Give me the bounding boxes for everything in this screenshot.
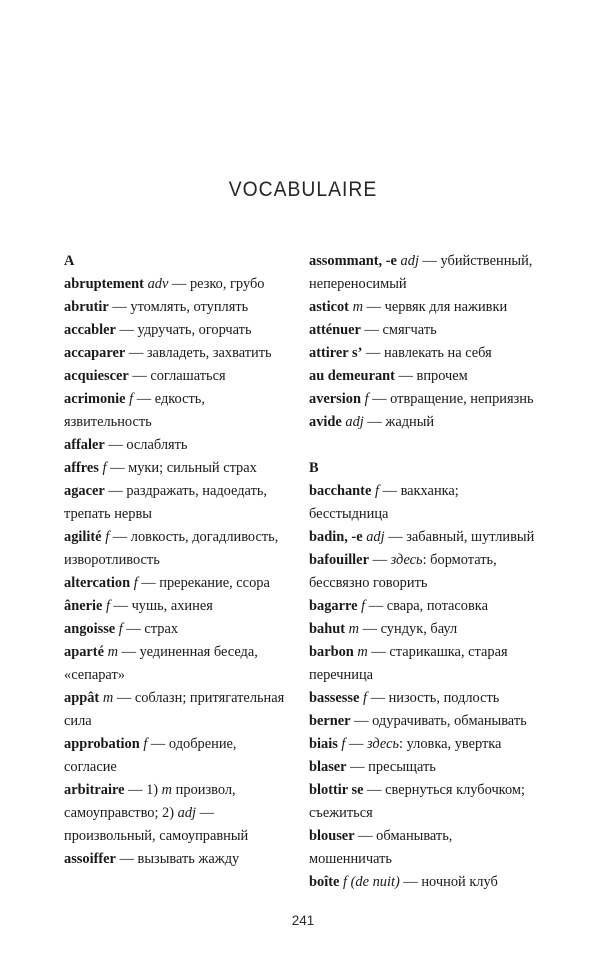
entry-gloss: отвращение, неприязнь xyxy=(390,391,534,407)
entry-gloss: соглашаться xyxy=(150,368,226,384)
dictionary-entry: berner — одурачивать, обманывать xyxy=(309,713,527,729)
entry-grammar-marker: f xyxy=(374,483,379,499)
entry-gloss: вакханка; бесстыдница xyxy=(309,483,459,522)
dictionary-entry: affaler — ослаблять xyxy=(64,437,188,453)
entry-headword: bahut xyxy=(309,621,345,637)
dictionary-entry: accaparer — завладеть, захватить xyxy=(64,345,272,361)
dictionary-entry: attirer s’ — навлекать на себя xyxy=(309,345,492,361)
dictionary-entry: blaser — пресыщать xyxy=(309,759,436,775)
entry-headword: affaler xyxy=(64,437,105,453)
entry-usage-note: здесь xyxy=(367,736,400,752)
entry-gloss: завладеть, захватить xyxy=(146,345,272,361)
entry-headword: bafouiller xyxy=(309,552,369,568)
entry-headword: agacer xyxy=(64,483,105,499)
entry-gloss: низость, подлость xyxy=(388,690,500,706)
dictionary-entry: boîte f (de nuit) — ночной клуб xyxy=(309,874,498,890)
page-number: 241 xyxy=(291,913,315,928)
dictionary-entry: arbitraire — 1) m произвол, самоуправство; 2) adj — произвольный, самоуправный xyxy=(64,782,249,844)
dictionary-entry: barbon m — старикашка, старая перечница xyxy=(309,644,508,683)
entry-gloss: навлекать на себя xyxy=(384,345,492,361)
dictionary-entry: altercation f — пререкание, ссора xyxy=(64,575,270,591)
entry-headword: berner xyxy=(309,713,351,729)
entry-gloss: ночной клуб xyxy=(421,874,498,890)
entry-list-left xyxy=(64,273,292,871)
entry-gloss: пререкание, ссора xyxy=(159,575,270,591)
entry-headword: attirer s’ xyxy=(309,345,363,361)
entry-headword: aversion xyxy=(309,391,361,407)
entry-grammar-marker: m xyxy=(102,690,114,706)
entry-parenthetical: (de nuit) xyxy=(350,874,400,890)
entry-gloss: чушь, ахинея xyxy=(131,598,213,614)
entry-grammar-marker: f xyxy=(341,736,346,752)
entry-headword: arbitraire xyxy=(64,782,125,798)
entry-grammar-marker: adj xyxy=(177,805,197,821)
entry-headword: accabler xyxy=(64,322,116,338)
entry-gloss: ловкость, догадливость, изворотливость xyxy=(64,529,279,568)
entry-gloss: произвол, самоуправство; 2) xyxy=(64,782,236,821)
entry-gloss: одобрение, согласие xyxy=(64,736,237,775)
dictionary-entry: bahut m — сундук, баул xyxy=(309,621,458,637)
entry-headword: badin, -e xyxy=(309,529,363,545)
entry-gloss: раздражать, надоедать, трепать нервы xyxy=(64,483,268,522)
entry-gloss: едкость, язвительность xyxy=(64,391,205,430)
entry-gloss: утомлять, отуплять xyxy=(130,299,249,315)
entry-gloss: сундук, баул xyxy=(380,621,458,637)
vocabulary-columns xyxy=(0,250,606,895)
entry-headword: abrutir xyxy=(64,299,109,315)
entry-gloss: — произвольный, самоуправный xyxy=(64,805,249,844)
entry-grammar-marker: m xyxy=(348,621,360,637)
entry-headword: assommant, -e xyxy=(309,253,397,269)
entry-headword: barbon xyxy=(309,644,354,660)
entry-grammar-marker: m xyxy=(161,782,173,798)
section-letter-b: B xyxy=(309,460,319,476)
entry-grammar-marker: f xyxy=(364,391,369,407)
entry-headword: aparté xyxy=(64,644,104,660)
entry-headword: affres xyxy=(64,460,99,476)
entry-gloss: смягчать xyxy=(382,322,437,338)
vocabulary-column-left xyxy=(64,250,292,871)
entry-headword: blottir se xyxy=(309,782,364,798)
dictionary-entry: appât m — соблазн; притягательная сила xyxy=(64,690,285,729)
entry-headword: atténuer xyxy=(309,322,361,338)
entry-gloss: червяк для наживки xyxy=(384,299,508,315)
dictionary-entry: asticot m — червяк для наживки xyxy=(309,299,508,315)
entry-headword: assoiffer xyxy=(64,851,116,867)
entry-gloss: резко, грубо xyxy=(189,276,265,292)
dictionary-entry: agilité f — ловкость, догадливость, изворотливость xyxy=(64,529,279,568)
entry-usage-note: здесь xyxy=(390,552,423,568)
dictionary-entry: abruptement adv — резко, грубо xyxy=(64,276,265,292)
dictionary-entry: affres f — муки; сильный страх xyxy=(64,460,257,476)
entry-grammar-marker: m xyxy=(357,644,368,660)
dictionary-entry: blouser — обманывать, мошенничать xyxy=(309,828,453,867)
dictionary-entry: assoiffer — вызывать жажду xyxy=(64,851,240,867)
entry-headword: acquiescer xyxy=(64,368,129,384)
entry-gloss: свернуться клубочком; съежиться xyxy=(309,782,525,821)
dictionary-entry: biais f — здесь: уловка, увертка xyxy=(309,736,502,752)
section-letter-a: A xyxy=(64,253,75,269)
dictionary-entry: bassesse f — низость, подлость xyxy=(309,690,500,706)
dictionary-entry: accabler — удручать, огорчать xyxy=(64,322,252,338)
entry-gloss: ослаблять xyxy=(126,437,188,453)
entry-headword: approbation xyxy=(64,736,140,752)
entry-gloss: пресыщать xyxy=(368,759,436,775)
entry-headword: bassesse xyxy=(309,690,360,706)
entry-grammar-marker: adj xyxy=(366,529,385,545)
entry-headword: blaser xyxy=(309,759,347,775)
entry-headword: au demeurant xyxy=(309,368,395,384)
entry-gloss: муки; сильный страх xyxy=(128,460,257,476)
entry-headword: agilité xyxy=(64,529,102,545)
entry-headword: asticot xyxy=(309,299,349,315)
entry-grammar-marker: f xyxy=(118,621,123,637)
entry-headword: boîte xyxy=(309,874,340,890)
dictionary-entry: bafouiller — здесь: бормотать, бессвязно говорить xyxy=(309,552,497,591)
entry-grammar-marker: m xyxy=(352,299,363,315)
dictionary-entry: approbation f — одобрение, согласие xyxy=(64,736,237,775)
dictionary-entry: badin, -e adj — забавный, шутливый xyxy=(309,529,535,545)
entry-grammar-marker: f xyxy=(361,598,366,614)
dictionary-entry: acquiescer — соглашаться xyxy=(64,368,226,384)
entry-headword: bacchante xyxy=(309,483,372,499)
entry-headword: altercation xyxy=(64,575,131,591)
dictionary-entry: avide adj — жадный xyxy=(309,414,435,430)
dictionary-entry: blottir se — свернуться клубочком; съежиться xyxy=(309,782,525,821)
entry-grammar-marker: f xyxy=(143,736,148,752)
vocabulary-column-right xyxy=(309,250,537,894)
dictionary-entry: agacer — раздражать, надоедать, трепать нервы xyxy=(64,483,268,522)
entry-gloss: : уловка, увертка xyxy=(399,736,502,752)
page-title: VOCABULAIRE xyxy=(228,178,378,201)
entry-gloss: удручать, огорчать xyxy=(137,322,252,338)
entry-gloss: соблазн; притягательная сила xyxy=(64,690,285,729)
entry-gloss: свара, потасовка xyxy=(386,598,488,614)
dictionary-entry: ânerie f — чушь, ахинея xyxy=(64,598,213,614)
entry-headword: accaparer xyxy=(64,345,126,361)
entry-gloss: уединенная беседа, «сепарат» xyxy=(64,644,258,683)
entry-headword: acrimonie xyxy=(64,391,126,407)
entry-gloss: вызывать жажду xyxy=(137,851,240,867)
entry-gloss: : бормотать, бессвязно говорить xyxy=(309,552,497,591)
entry-headword: ânerie xyxy=(64,598,103,614)
entry-grammar-marker: f xyxy=(343,874,347,890)
entry-gloss: одурачивать, обманывать xyxy=(372,713,527,729)
dictionary-entry: au demeurant — впрочем xyxy=(309,368,468,384)
entry-gloss: страх xyxy=(144,621,179,637)
dictionary-entry: assommant, -e adj — убийственный, непереносимый xyxy=(309,253,533,292)
entry-list-right-continued xyxy=(309,250,537,434)
entry-gloss: убийственный, непереносимый xyxy=(309,253,533,292)
entry-gloss: впрочем xyxy=(416,368,468,384)
entry-headword: bagarre xyxy=(309,598,358,614)
entry-gloss: забавный, шутливый xyxy=(406,529,535,545)
entry-grammar-marker: adj xyxy=(400,253,419,269)
entry-gloss: обманывать, мошенничать xyxy=(309,828,453,867)
entry-grammar-marker: f xyxy=(362,690,367,706)
section-spacer xyxy=(309,434,537,457)
entry-gloss: 1) xyxy=(146,782,162,798)
entry-gloss: старикашка, старая перечница xyxy=(309,644,508,683)
dictionary-entry: acrimonie f — едкость, язвительность xyxy=(64,391,205,430)
entry-headword: angoisse xyxy=(64,621,116,637)
entry-grammar-marker: f xyxy=(105,529,110,545)
dictionary-entry: angoisse f — страх xyxy=(64,621,179,637)
entry-gloss: жадный xyxy=(385,414,435,430)
entry-grammar-marker: f xyxy=(133,575,138,591)
entry-headword: abruptement xyxy=(64,276,144,292)
entry-grammar-marker: f xyxy=(129,391,134,407)
entry-list-right xyxy=(309,480,537,894)
entry-grammar-marker: adv xyxy=(147,276,169,292)
dictionary-entry: aversion f — отвращение, неприязнь xyxy=(309,391,534,407)
entry-grammar-marker: f xyxy=(105,598,110,614)
dictionary-entry: bagarre f — свара, потасовка xyxy=(309,598,488,614)
entry-headword: blouser xyxy=(309,828,355,844)
entry-grammar-marker: f xyxy=(102,460,107,476)
entry-headword: biais xyxy=(309,736,338,752)
entry-grammar-marker: m xyxy=(107,644,118,660)
dictionary-entry: bacchante f — вакханка; бесстыдница xyxy=(309,483,459,522)
dictionary-entry: abrutir — утомлять, отуплять xyxy=(64,299,249,315)
entry-headword: appât xyxy=(64,690,100,706)
entry-grammar-marker: adj xyxy=(345,414,364,430)
dictionary-entry: atténuer — смягчать xyxy=(309,322,437,338)
entry-headword: avide xyxy=(309,414,342,430)
dictionary-entry: aparté m — уединенная беседа, «сепарат» xyxy=(64,644,258,683)
